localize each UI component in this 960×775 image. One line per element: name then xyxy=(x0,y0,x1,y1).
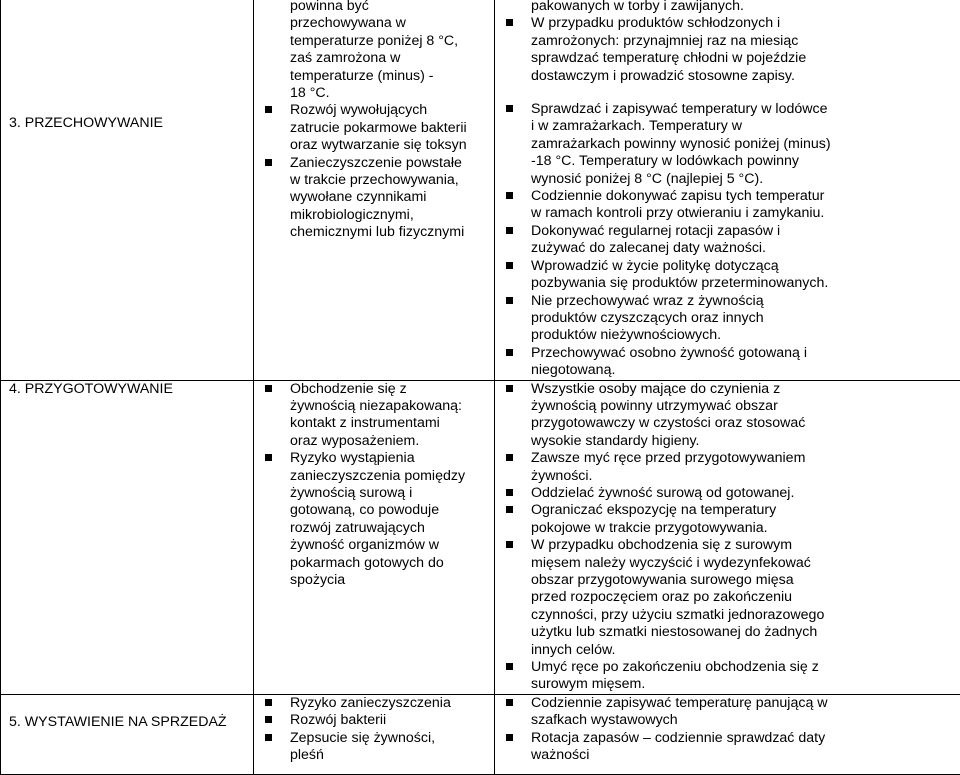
list-item-line: pokojowe w trakcie przygotowywania. xyxy=(531,520,960,537)
text-line: temperaturze (minus) - xyxy=(290,68,494,85)
bullet-square-icon xyxy=(506,663,513,670)
action-cell xyxy=(495,380,960,694)
list-item-line: i w zamrażarkach. Temperatury w xyxy=(531,118,960,135)
bullet-square-icon xyxy=(506,262,513,269)
hazard-list xyxy=(265,381,494,590)
list-item xyxy=(265,381,494,451)
bullet-square-icon xyxy=(506,19,513,26)
list-item-line: gotowaną, co powoduje xyxy=(290,502,494,519)
table-row xyxy=(1,380,960,694)
list-item-line: zamrażarkach powinny wynosić poniżej (minus) xyxy=(531,136,960,153)
list-item-line: -18 °C. Temperatury w lodówkach powinny xyxy=(531,153,960,170)
bullet-square-icon xyxy=(506,105,513,112)
category-cell xyxy=(1,380,254,694)
bullet-square-icon xyxy=(265,699,272,706)
list-item-line: Wprowadzić w życie politykę dotyczącą xyxy=(531,258,960,275)
list-item-line: Ograniczać ekspozycję na temperatury xyxy=(531,502,960,519)
action-list xyxy=(506,15,960,85)
bullet-square-icon xyxy=(506,506,513,513)
list-item-line: przed rozpoczęciem oraz po zakończeniu xyxy=(531,589,960,606)
list-item-line: Rozwój wywołujących xyxy=(290,102,494,119)
list-item-line: wysokie standardy higieny. xyxy=(531,433,960,450)
hazard-cell xyxy=(254,0,495,380)
list-item xyxy=(506,223,960,258)
action-cell xyxy=(495,0,960,380)
hazard-list xyxy=(265,102,494,241)
list-item xyxy=(506,101,960,188)
list-item-line: innych celów. xyxy=(531,642,960,659)
list-item-line: kontakt z instrumentami xyxy=(290,415,494,432)
list-item xyxy=(506,659,960,694)
list-item-line: Oddzielać żywność surową od gotowanej. xyxy=(531,485,960,502)
list-item-line: Zanieczyszczenie powstałe xyxy=(290,155,494,172)
text-line: 18 °C. xyxy=(290,85,494,102)
list-item-line: Przechowywać osobno żywność gotowaną i xyxy=(531,345,960,362)
list-item-line: W przypadku produktów schłodzonych i xyxy=(531,15,960,32)
list-item-line: Dokonywać regularnej rotacji zapasów i xyxy=(531,223,960,240)
list-item xyxy=(506,695,960,730)
list-item-line: chemicznymi lub fizycznymi xyxy=(290,224,494,241)
bullet-square-icon xyxy=(265,716,272,723)
spacer xyxy=(506,85,960,101)
bullet-square-icon xyxy=(506,489,513,496)
list-item-line: Rozwój bakterii xyxy=(290,712,494,729)
list-item-line: żywnością niezapakowaną: xyxy=(290,398,494,415)
list-item-line: Wszystkie osoby mające do czynienia z xyxy=(531,381,960,398)
list-item-line: surowym mięsem. xyxy=(531,676,960,693)
list-item-line: Codziennie dokonywać zapisu tych temperatur xyxy=(531,188,960,205)
action-cell xyxy=(495,694,960,774)
bullet-square-icon xyxy=(506,297,513,304)
category-label: 4. PRZYGOTOWYWANIE xyxy=(9,381,173,398)
action-list xyxy=(506,695,960,765)
list-item xyxy=(265,450,494,589)
bullet-square-icon xyxy=(265,385,272,392)
bullet-square-icon xyxy=(506,349,513,356)
list-item-line: niegotowaną. xyxy=(531,362,960,379)
bullet-square-icon xyxy=(506,192,513,199)
action-list xyxy=(506,381,960,694)
text-line: przechowywana w xyxy=(290,15,494,32)
list-item-line: Zepsucie się żywności, xyxy=(290,730,494,747)
list-item-line: Sprawdzać i zapisywać temperatury w lodówce xyxy=(531,101,960,118)
list-item-line: Obchodzenie się z xyxy=(290,381,494,398)
bullet-square-icon xyxy=(265,159,272,166)
text-line: pakowanych w torby i zawijanych. xyxy=(531,0,960,15)
list-item-line: mięsem należy wyczyścić i wydezynfekować xyxy=(531,555,960,572)
list-item-line: czynności, przy użyciu szmatki jednorazowego xyxy=(531,607,960,624)
list-item-line: żywnością surową i xyxy=(290,485,494,502)
list-item-line: zamrożonych: przynajmniej raz na miesiąc xyxy=(531,33,960,50)
text-line: zaś zamrożona w xyxy=(290,50,494,67)
list-item-line: ważności xyxy=(531,747,960,764)
table-row xyxy=(1,694,960,774)
list-item-line: dostawczym i prowadzić stosowne zapisy. xyxy=(531,68,960,85)
list-item xyxy=(506,381,960,451)
list-item-line: mikrobiologicznymi, xyxy=(290,207,494,224)
list-item-line: oraz wyposażeniem. xyxy=(290,433,494,450)
bullet-square-icon xyxy=(265,454,272,461)
list-item-line: pozbywania się produktów przeterminowanych. xyxy=(531,275,960,292)
hazard-cell xyxy=(254,694,495,774)
text-line: powinna być xyxy=(290,0,494,15)
category-label: 3. PRZECHOWYWANIE xyxy=(9,115,163,132)
hazard-cell xyxy=(254,380,495,694)
list-item-line: żywnością powinny utrzymywać obszar xyxy=(531,398,960,415)
hazard-continuation xyxy=(265,0,494,102)
bullet-square-icon xyxy=(506,227,513,234)
list-item-line: zużywać do zalecanej daty ważności. xyxy=(531,240,960,257)
table-row xyxy=(1,0,960,380)
list-item-line: żywność organizmów w xyxy=(290,537,494,554)
list-item xyxy=(506,450,960,485)
list-item xyxy=(265,712,494,729)
list-item-line: W przypadku obchodzenia się z surowym xyxy=(531,537,960,554)
list-item xyxy=(506,15,960,85)
list-item-line: żywności. xyxy=(531,468,960,485)
list-item-line: produktów czyszczących oraz innych xyxy=(531,310,960,327)
list-item-line: przygotowawczy w czystości oraz stosować xyxy=(531,415,960,432)
list-item-line: Ryzyko wystąpienia xyxy=(290,450,494,467)
list-item-line: Zawsze myć ręce przed przygotowywaniem xyxy=(531,450,960,467)
list-item-line: Rotacja zapasów – codziennie sprawdzać daty xyxy=(531,730,960,747)
list-item xyxy=(506,485,960,502)
action-list xyxy=(506,101,960,380)
list-item-line: oraz wytwarzanie się toksyn xyxy=(290,137,494,154)
list-item-line: spożycia xyxy=(290,572,494,589)
text-line: temperaturze poniżej 8 °C, xyxy=(290,33,494,50)
category-label: 5. WYSTAWIENIE NA SPRZEDAŻ xyxy=(9,714,227,731)
list-item-line: Nie przechowywać wraz z żywnością xyxy=(531,293,960,310)
list-item-line: pokarmach gotowych do xyxy=(290,555,494,572)
list-item-line: rozwój zatruwających xyxy=(290,520,494,537)
list-item-line: w trakcie przechowywania, xyxy=(290,172,494,189)
list-item xyxy=(506,345,960,380)
bullet-square-icon xyxy=(506,541,513,548)
list-item-line: wynosić poniżej 8 °C (najlepiej 5 °C). xyxy=(531,171,960,188)
list-item-line: Codziennie zapisywać temperaturę panującą w xyxy=(531,695,960,712)
list-item-line: zanieczyszczenia pomiędzy xyxy=(290,468,494,485)
bullet-square-icon xyxy=(506,454,513,461)
hazard-list xyxy=(265,695,494,765)
category-cell xyxy=(1,0,254,380)
list-item xyxy=(265,695,494,712)
bullet-square-icon xyxy=(506,699,513,706)
list-item-line: użytku lub szmatki niestosowanej do żadnych xyxy=(531,624,960,641)
action-continuation xyxy=(506,0,960,15)
list-item-line: Umyć ręce po zakończeniu obchodzenia się z xyxy=(531,659,960,676)
list-item-line: Ryzyko zanieczyszczenia xyxy=(290,695,494,712)
list-item-line: wywołane czynnikami xyxy=(290,189,494,206)
list-item-line: szafkach wystawowych xyxy=(531,712,960,729)
list-item-line: sprawdzać temperaturę chłodni w pojeździe xyxy=(531,50,960,67)
list-item-line: w ramach kontroli przy otwieraniu i zamykaniu. xyxy=(531,205,960,222)
bullet-square-icon xyxy=(506,385,513,392)
list-item xyxy=(506,537,960,659)
list-item-line: produktów nieżywnościowych. xyxy=(531,327,960,344)
list-item-line: pleśń xyxy=(290,747,494,764)
list-item xyxy=(265,155,494,242)
bullet-square-icon xyxy=(265,106,272,113)
list-item xyxy=(506,258,960,293)
list-item xyxy=(265,102,494,154)
category-cell xyxy=(1,694,254,774)
list-item-line: zatrucie pokarmowe bakterii xyxy=(290,120,494,137)
list-item xyxy=(506,293,960,345)
list-item xyxy=(506,502,960,537)
list-item xyxy=(506,188,960,223)
list-item-line: obszar przygotowywania surowego mięsa xyxy=(531,572,960,589)
